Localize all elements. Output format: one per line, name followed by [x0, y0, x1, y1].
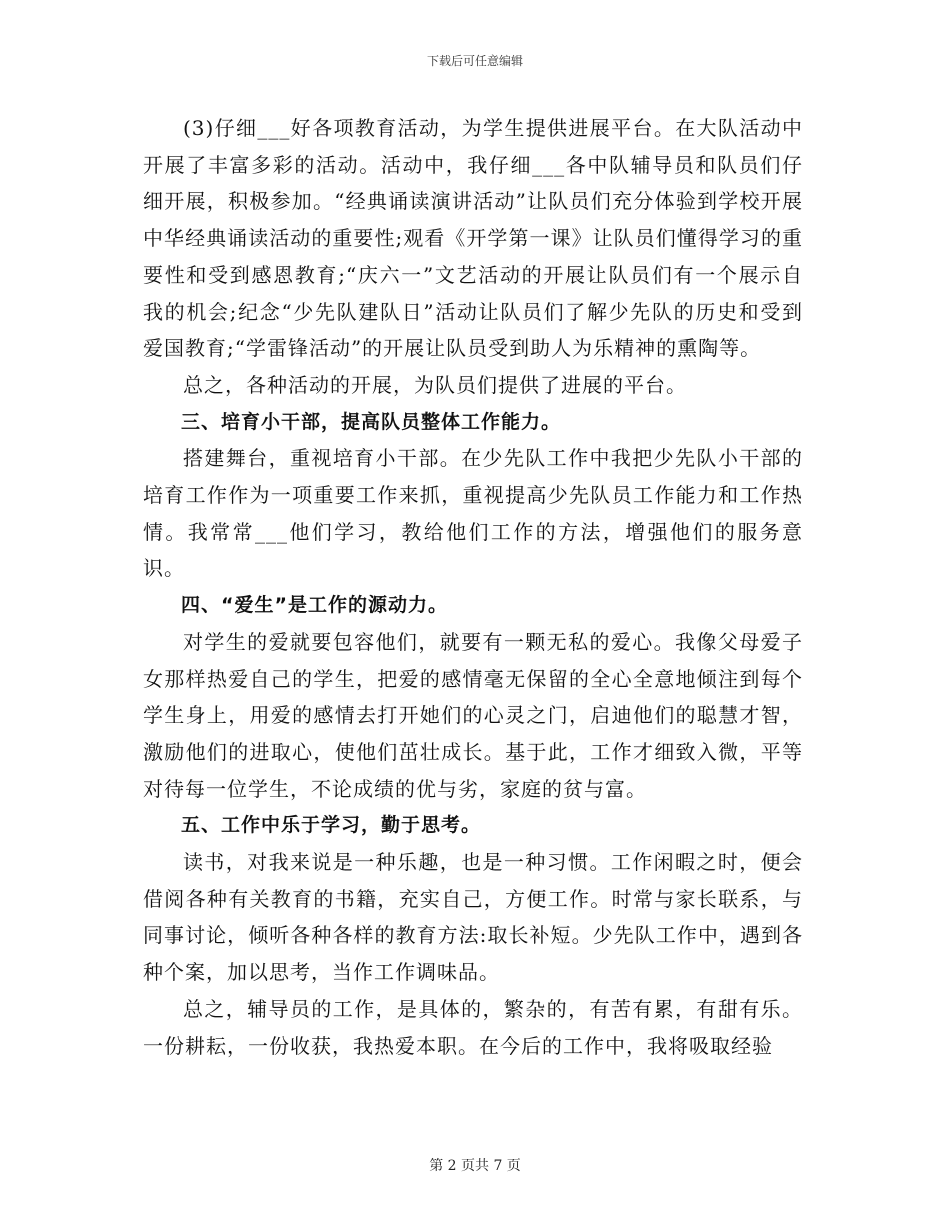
- section-heading-learning: 五、工作中乐于学习，勤于思考。: [181, 814, 482, 837]
- section-heading-cadres: 三、培育小干部，提高队员整体工作能力。: [181, 410, 562, 433]
- page-footer: 第 2 页共 7 页: [429, 1158, 521, 1174]
- paragraph-activities-summary: 总之，各种活动的开展，为队员们提供了进展的平台。: [183, 372, 687, 397]
- paragraph-learning: 读书，对我来说是一种乐趣，也是一种习惯。工作闲暇之时，便会借阅各种有关教育的书籍，充实自己，方便工作。时常与家长联系，与同事讨论，倾听各种各样的教育方法:取长补短。少先队工作中，遇到各种个案，加以思考，当作工作调味品。: [143, 850, 803, 985]
- paragraph-love: 对学生的爱就要包容他们，就要有一颗无私的爱心。我像父母爱子女那样热爱自己的学生，把爱的感情毫无保留的全心全意地倾注到每个学生身上，用爱的感情去打开她们的心灵之门，启迪他们的聪慧才智，激励他们的进取心，使他们茁壮成长。基于此，工作才细致入微，平等对待每一位学生，不论成绩的优与劣，家庭的贫与富。: [143, 629, 803, 801]
- section-heading-love: 四、“爱生”是工作的源动力。: [181, 594, 448, 617]
- document-body: [143, 110, 803, 1064]
- paragraph-cadres: 搭建舞台，重视培育小干部。在少先队工作中我把少先队小干部的培育工作作为一项重要工作来抓，重视提高少先队员工作能力和工作热情。我常常___他们学习，教给他们工作的方法，增强他们的服务意识。: [143, 446, 803, 581]
- page-header: 下载后可任意编辑: [426, 54, 523, 68]
- paragraph-activities: (3)仔细___好各项教育活动，为学生提供进展平台。在大队活动中开展了丰富多彩的活动。活动中，我仔细___各中队辅导员和队员们仔细开展，积极参加。“经典诵读演讲活动”让队员们充分体验到学校开展中华经典诵读活动的重要性;观看《开学第一课》让队员们懂得学习的重要性和受到感恩教育;“庆六一”文艺活动的开展让队员们有一个展示自我的机会;纪念“少先队建队日”活动让队员们了解少先队的历史和受到爱国教育;“学雷锋活动”的开展让队员受到助人为乐精神的熏陶等。: [143, 116, 803, 361]
- paragraph-conclusion: 总之，辅导员的工作，是具体的，繁杂的，有苦有累，有甜有乐。一份耕耘，一份收获，我热爱本职。在今后的工作中，我将吸取经验: [143, 996, 803, 1058]
